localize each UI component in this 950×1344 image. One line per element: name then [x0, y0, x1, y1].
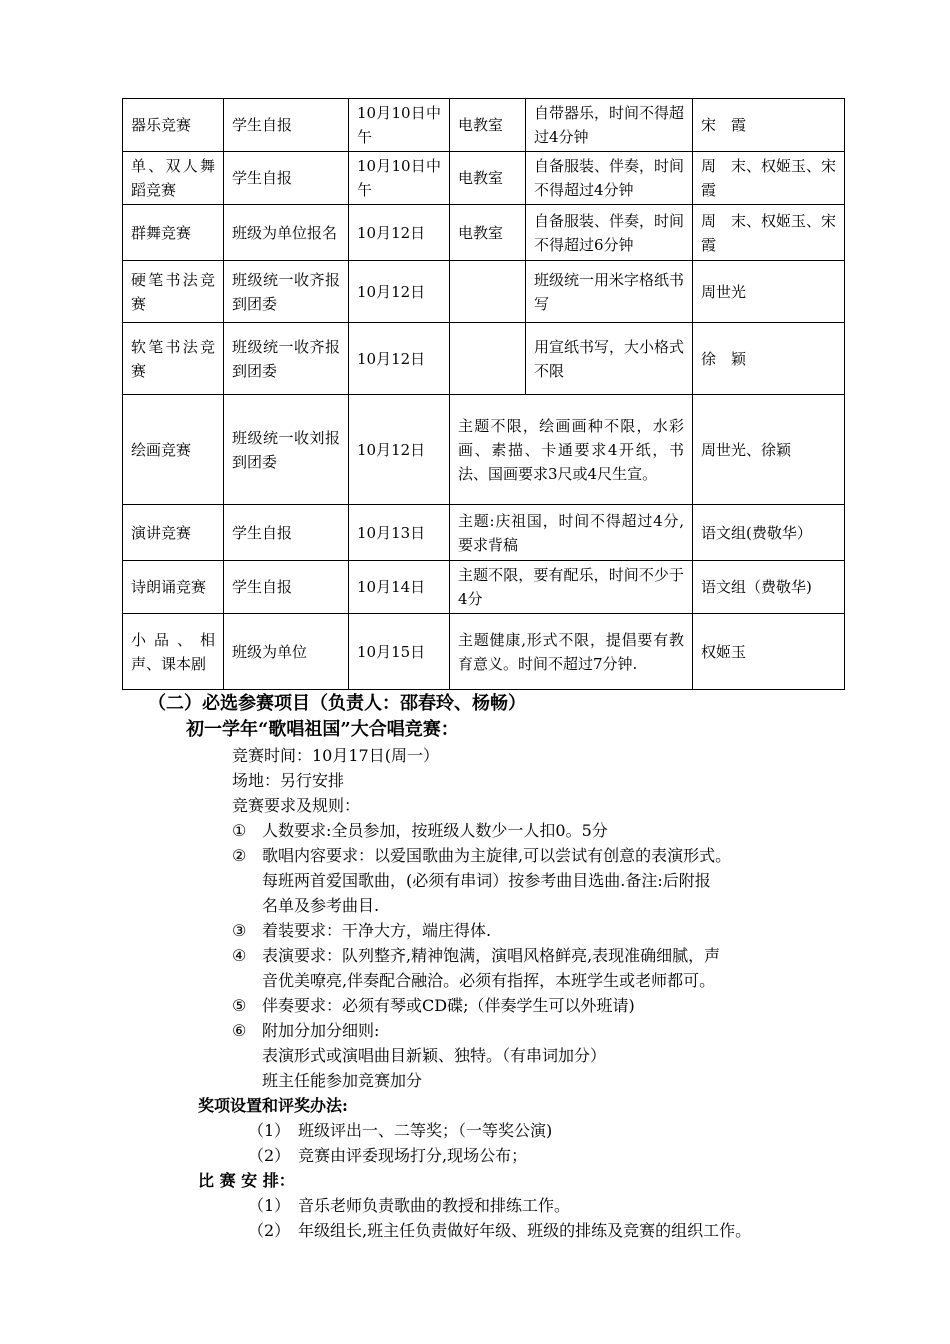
arrangement-number: （1） [248, 1196, 291, 1215]
event-place [450, 261, 526, 323]
competition-table [122, 98, 845, 690]
event-name: 器乐竞赛 [123, 99, 224, 152]
event-time: 10月12日 [349, 395, 450, 505]
event-time: 10月12日 [349, 261, 450, 323]
award-item [248, 1119, 552, 1144]
rule-text: 歌唱内容要求：以爱国歌曲为主旋律,可以尝试有创意的表演形式。 [262, 846, 732, 865]
arrangement-number: （2） [248, 1221, 291, 1240]
event-requirements: 自带器乐，时间不得超过4分钟 [526, 99, 693, 152]
event-name: 硬笔书法竞赛 [123, 261, 224, 323]
event-name: 单、双人舞蹈竞赛 [123, 152, 224, 205]
table-row [123, 395, 845, 505]
table-row [123, 261, 845, 323]
event-name: 小品、相声、课本剧 [123, 614, 224, 690]
arrangement-title: 比 赛 安 排： [198, 1171, 295, 1190]
event-owner: 周世光、徐颖 [693, 395, 845, 505]
award-text: 竞赛由评委现场打分,现场公布； [298, 1146, 528, 1165]
signup-method: 班级为单位报名 [224, 205, 349, 261]
rule-item [232, 844, 731, 869]
event-name: 诗朗诵竞赛 [123, 561, 224, 614]
event-requirements: 主题健康,形式不限，提倡要有教育意义。时间不超过7分钟. [450, 614, 693, 690]
rule-text: 附加分加分细则: [262, 1021, 380, 1040]
event-time: 10月15日 [349, 614, 450, 690]
signup-method: 学生自报 [224, 561, 349, 614]
event-requirements: 班级统一用米字格纸书写 [526, 261, 693, 323]
rules-title: 竞赛要求及规则： [232, 796, 361, 815]
rule-text: 人数要求:全员参加，按班级人数少一人扣0。5分 [262, 821, 608, 840]
rule-text: 伴奏要求：必须有琴或CD碟;（伴奏学生可以外班请) [262, 996, 635, 1015]
event-owner: 语文组(费敬华） [693, 505, 845, 561]
table-row [123, 152, 845, 205]
rule-item [232, 819, 608, 844]
event-time: 10月14日 [349, 561, 450, 614]
signup-method: 班级统一收齐报到团委 [224, 261, 349, 323]
event-time: 10月10日中午 [349, 99, 450, 152]
event-time: 10月12日 [349, 323, 450, 395]
rule-text: 表演要求：队列整齐,精神饱满，演唱风格鲜亮,表现准确细腻，声 [262, 946, 721, 965]
rule-item [232, 994, 635, 1019]
award-number: （1） [248, 1121, 291, 1140]
rule-number: ⑥ [232, 1021, 247, 1040]
event-name: 绘画竞赛 [123, 395, 224, 505]
table-row [123, 99, 845, 152]
rule-text-continued: 名单及参考曲目. [262, 896, 380, 915]
signup-method: 班级统一收刘报到团委 [224, 395, 349, 505]
event-owner: 语文组（费敬华) [693, 561, 845, 614]
signup-method: 学生自报 [224, 99, 349, 152]
competition-time: 竞赛时间：10月17日(周一） [232, 746, 439, 765]
rule-number: ④ [232, 946, 247, 965]
event-place: 电教室 [450, 205, 526, 261]
award-text: 班级评出一、二等奖；（一等奖公演) [298, 1121, 553, 1140]
award-number: （2） [248, 1146, 291, 1165]
event-owner: 徐 颖 [693, 323, 845, 395]
arrangement-item [248, 1219, 751, 1244]
rule-number: ② [232, 846, 247, 865]
signup-method: 班级为单位 [224, 614, 349, 690]
award-item [248, 1144, 527, 1169]
arrangement-text: 年级组长,班主任负责做好年级、班级的排练及竞赛的组织工作。 [298, 1221, 752, 1240]
table-row [123, 614, 845, 690]
section-subheading: 初一学年“歌唱祖国”大合唱竞赛： [186, 719, 459, 740]
competition-venue: 场地：另行安排 [232, 771, 345, 790]
signup-method: 学生自报 [224, 505, 349, 561]
rule-text: 着装要求：干净大方，端庄得体. [262, 921, 492, 940]
rule-item [232, 944, 720, 969]
rule-text-continued: 每班两首爱国歌曲，(必须有串词）按参考曲目选曲.备注:后附报 [262, 871, 711, 890]
event-requirements: 主题:庆祖国，时间不得超过4分,要求背稿 [450, 505, 693, 561]
event-time: 10月13日 [349, 505, 450, 561]
event-time: 10月12日 [349, 205, 450, 261]
signup-method: 学生自报 [224, 152, 349, 205]
event-requirements: 用宣纸书写，大小格式不限 [526, 323, 693, 395]
rule-number: ① [232, 821, 247, 840]
arrangement-item [248, 1194, 570, 1219]
table-row [123, 561, 845, 614]
rule-text-continued: 班主任能参加竞赛加分 [262, 1071, 423, 1090]
rule-item [232, 919, 491, 944]
event-owner: 宋 霞 [693, 99, 845, 152]
rule-text-continued: 音优美嘹亮,伴奏配合融洽。必须有指挥，本班学生或老师都可。 [262, 971, 716, 990]
event-time: 10月10日中午 [349, 152, 450, 205]
rule-item [232, 1019, 379, 1044]
table-row [123, 323, 845, 395]
event-requirements: 主题不限，绘画画种不限，水彩画、素描、卡通要求4开纸，书法、国画要求3尺或4尺生宣。 [450, 395, 693, 505]
section-heading: （二）必选参赛项目（负责人：邵春玲、杨畅） [148, 693, 526, 714]
rule-number: ③ [232, 921, 247, 940]
event-place [450, 323, 526, 395]
event-requirements: 自备服装、伴奏，时间不得超过4分钟 [526, 152, 693, 205]
rule-number: ⑤ [232, 996, 247, 1015]
event-place: 电教室 [450, 152, 526, 205]
table-row [123, 505, 845, 561]
event-owner: 周 末、权姬玉、宋 霞 [693, 205, 845, 261]
event-requirements: 自备服装、伴奏，时间不得超过6分钟 [526, 205, 693, 261]
signup-method: 班级统一收齐报到团委 [224, 323, 349, 395]
event-owner: 周世光 [693, 261, 845, 323]
awards-title: 奖项设置和评奖办法: [198, 1096, 348, 1115]
event-name: 演讲竞赛 [123, 505, 224, 561]
event-name: 群舞竞赛 [123, 205, 224, 261]
event-place: 电教室 [450, 99, 526, 152]
event-owner: 权姬玉 [693, 614, 845, 690]
event-name: 软笔书法竞赛 [123, 323, 224, 395]
rule-text-continued: 表演形式或演唱曲目新颖、独特。（有串词加分） [262, 1046, 607, 1065]
table-row [123, 205, 845, 261]
event-requirements: 主题不限，要有配乐，时间不少于4分 [450, 561, 693, 614]
event-owner: 周 末、权姬玉、宋 霞 [693, 152, 845, 205]
arrangement-text: 音乐老师负责歌曲的教授和排练工作。 [298, 1196, 571, 1215]
